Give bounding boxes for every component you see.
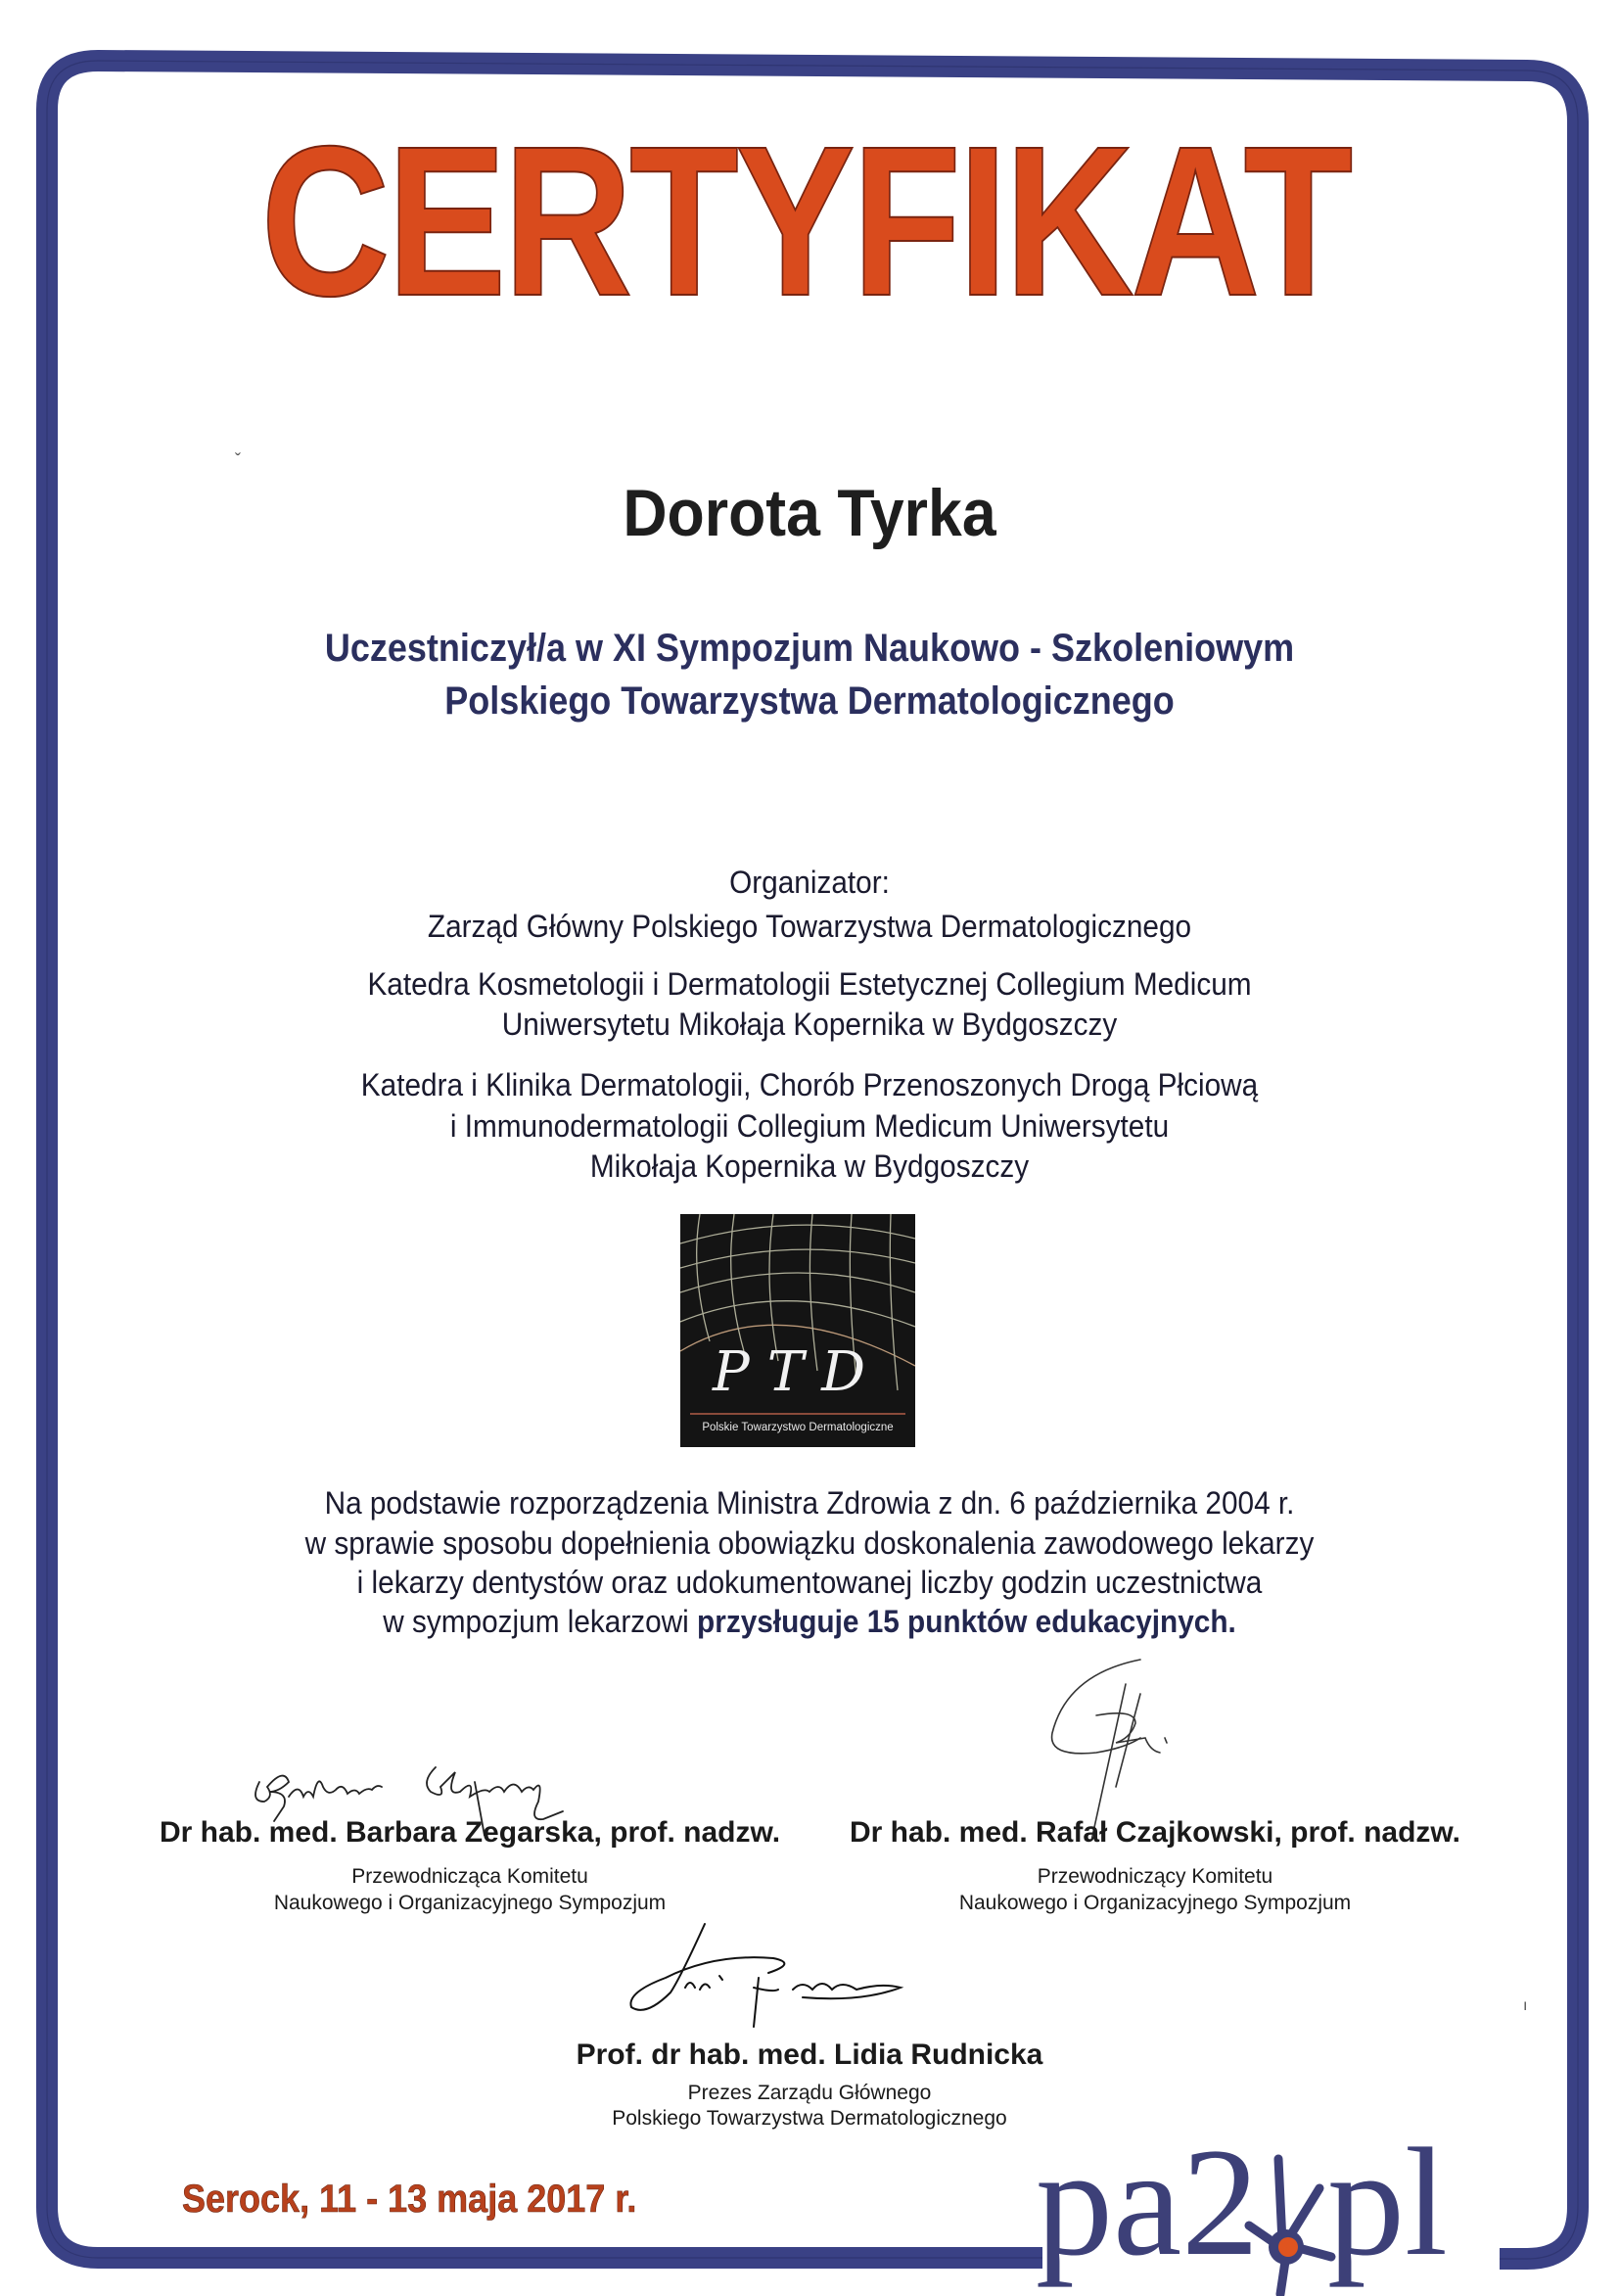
organizer-line: Katedra i Klinika Dermatologii, Chorób Przenoszonych Drogą Płciową	[360, 1067, 1259, 1102]
education-points: przysługuje 15 punktów edukacyjnych.	[697, 1604, 1236, 1639]
certificate-title: CERTYFIKAT	[260, 103, 1350, 341]
signatory-name: Prof. dr hab. med. Lidia Rudnicka	[576, 2038, 1043, 2071]
legal-line: Na podstawie rozporządzenia Ministra Zdrowia z dn. 6 października 2004 r.	[324, 1485, 1295, 1521]
pa2pl-logo-right: pl	[1327, 2117, 1448, 2288]
organizer-heading: Organizator:	[729, 865, 890, 900]
place-date: Serock, 11 - 13 maja 2017 r.	[182, 2178, 637, 2221]
ptd-caption: Polskie Towarzystwo Dermatologiczne	[702, 1422, 894, 1433]
neuron-nucleus	[1278, 2237, 1298, 2257]
signatory-rudnicka-signature	[626, 1919, 979, 2037]
organizer-line: Uniwersytetu Mikołaja Kopernika w Bydgoszczy	[501, 1007, 1118, 1042]
signatory-role: Przewodniczący Komitetu	[1037, 1865, 1273, 1888]
signatory-role: Przewodnicząca Komitetu	[351, 1865, 588, 1888]
neuron-icon	[1241, 2149, 1339, 2296]
ptd-letters: PTD	[713, 1340, 883, 1404]
legal-line-last	[57, 1602, 1562, 1641]
signatory-role: Prezes Zarządu Głównego	[687, 2082, 932, 2104]
legal-line-prefix: w sympozjum lekarzowi	[383, 1604, 698, 1639]
ptd-logo	[680, 1214, 915, 1447]
signatory-role: Polskiego Towarzystwa Dermatologicznego	[612, 2107, 1007, 2130]
legal-line: w sprawie sposobu dopełnienia obowiązku doskonalenia zawodowego lekarzy	[304, 1525, 1315, 1561]
ptd-divider	[690, 1413, 905, 1415]
pa2pl-logo-left: pa2	[1036, 2117, 1260, 2288]
recipient-name: Dorota Tyrka	[623, 476, 996, 550]
signatory-role: Naukowego i Organizacyjnego Sympozjum	[958, 1892, 1352, 1914]
organizer-line: Zarząd Główny Polskiego Towarzystwa Dermatologicznego	[427, 909, 1192, 944]
participation-line-2: Polskiego Towarzystwa Dermatologicznego	[444, 679, 1175, 723]
organizer-line: Mikołaja Kopernika w Bydgoszczy	[589, 1148, 1030, 1184]
organizer-line: i Immunodermatologii Collegium Medicum Uniwersytetu	[449, 1108, 1170, 1144]
signatory-role: Naukowego i Organizacyjnego Sympozjum	[273, 1892, 667, 1914]
legal-line: i lekarzy dentystów oraz udokumentowanej liczby godzin uczestnictwa	[356, 1565, 1263, 1600]
scan-mark: ı	[1523, 1997, 1528, 2014]
participation-line-1: Uczestniczył/a w XI Sympozjum Naukowo - Szkoleniowym	[324, 627, 1295, 670]
scan-mark: ˇ	[235, 450, 241, 470]
signatory-name: Dr hab. med. Rafał Czajkowski, prof. nadzw.	[849, 1816, 1460, 1849]
signatory-name: Dr hab. med. Barbara Zegarska, prof. nadzw.	[159, 1816, 781, 1849]
signatory-czajkowski-signature	[1038, 1645, 1204, 1841]
organizer-line: Katedra Kosmetologii i Dermatologii Estetycznej Collegium Medicum	[367, 966, 1252, 1002]
